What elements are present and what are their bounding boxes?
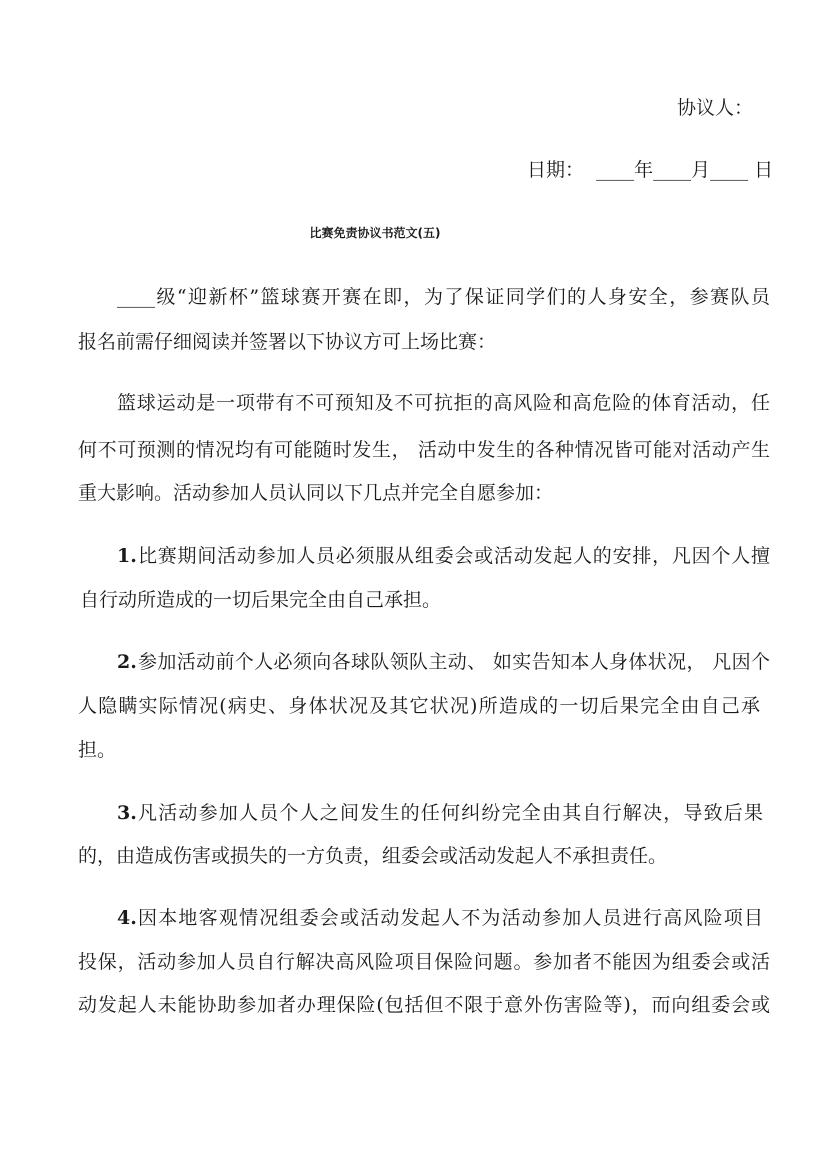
date-label: 日期： ____年____月____ 日 [527,159,774,181]
paragraph-line: 何不可预测的情况均有可能随时发生， 活动中发生的各种情况皆可能对活动产生 [78,439,770,461]
clause-line: 因本地客观情况组委会或活动发起人不为活动参加人员进行高风险项目 [138,907,763,929]
clause-line: 动发起人未能协助参加者办理保险(包括但不限于意外伤害险等)，而向组委会或 [78,994,770,1016]
clause-number: 3. [117,802,137,824]
clause-line: 比赛期间活动参加人员必须服从组委会或活动发起人的安排，凡因个人擅 [138,545,770,567]
document-title: 比赛免责协议书范文(五) [309,226,441,240]
clause-line: 的，由造成伤害或损失的一方负责，组委会或活动发起人不承担责任。 [78,845,668,867]
clause-line: 自行动所造成的一切后果完全由自己承担。 [80,589,442,611]
clause-number: 1. [117,545,137,567]
paragraph-line: 篮球运动是一项带有不可预知及不可抗拒的高风险和高危险的体育活动，任 [117,392,770,414]
clause-line: 人隐瞒实际情况(病史、身体状况及其它状况)所造成的一切后果完全由自己承 [78,695,760,717]
intro-line: 报名前需仔细阅读并签署以下协议方可上场比赛： [78,331,497,353]
clause-line: 凡活动参加人员个人之间发生的任何纠纷完全由其自行解决，导致后果 [138,802,763,824]
clause-line: 投保，活动参加人员自行解决高风险项目保险问题。参加者不能因为组委会或活 [78,951,770,973]
clause-number: 2. [117,651,137,673]
paragraph-line: 重大影响。活动参加人员认同以下几点并完全自愿参加： [78,482,554,504]
intro-line: ____级“迎新杯”篮球赛开赛在即，为了保证同学们的人身安全，参赛队员 [117,286,770,308]
clause-number: 4. [117,907,137,929]
clause-line: 参加活动前个人必须向各球队领队主动、 如实告知本人身体状况， 凡因个 [138,651,770,673]
party-label: 协议人： [677,97,754,119]
clause-line: 担。 [78,739,117,761]
